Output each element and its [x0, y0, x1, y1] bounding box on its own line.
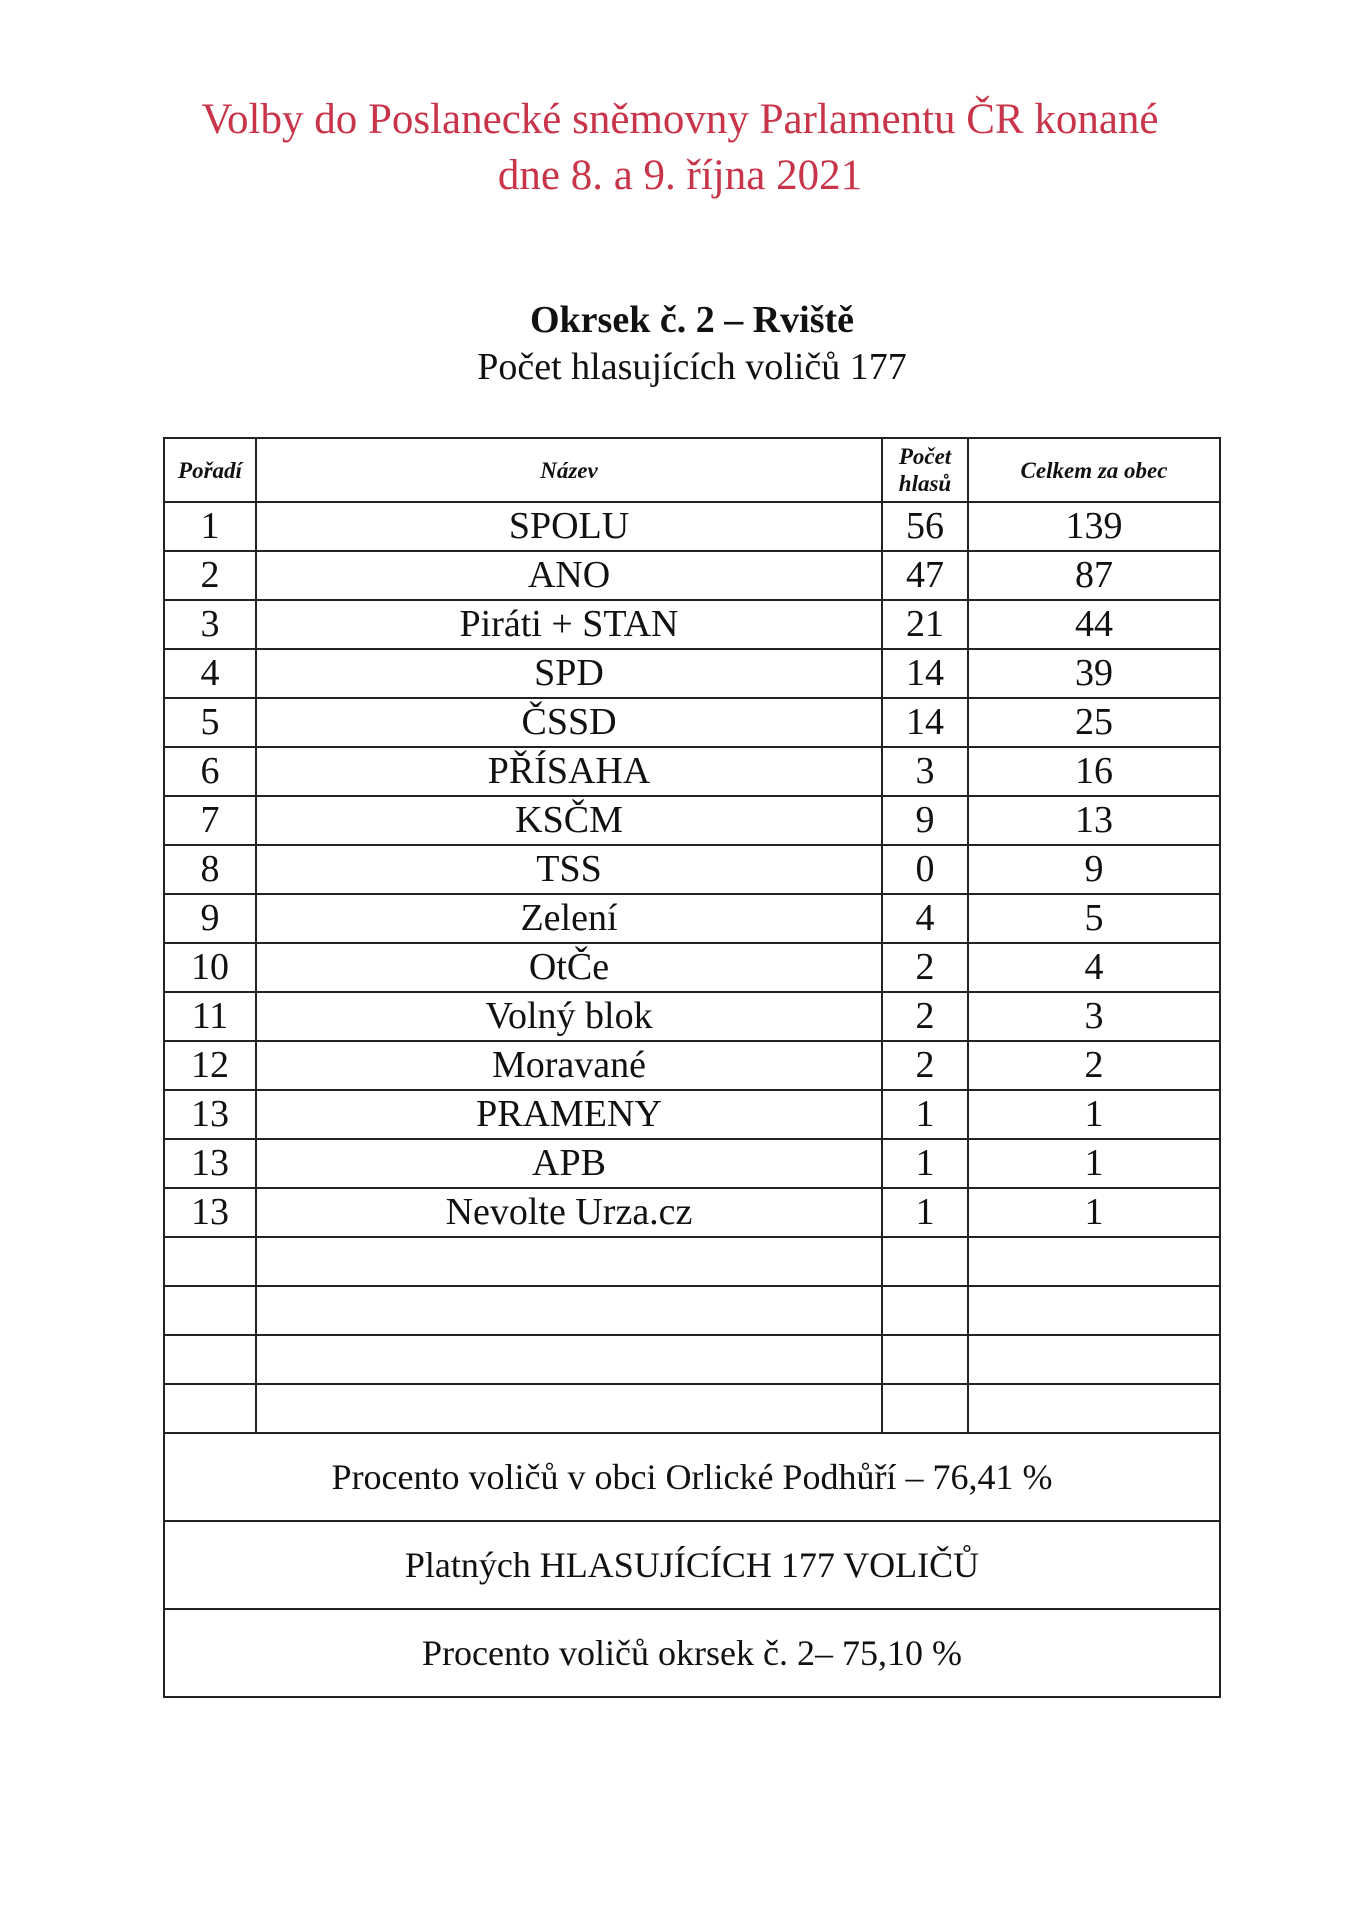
cell-name: PŘÍSAHA — [256, 747, 882, 796]
cell-rank: 7 — [164, 796, 256, 845]
table-row — [164, 747, 1220, 796]
table-row — [164, 992, 1220, 1041]
cell-votes: 2 — [882, 992, 968, 1041]
empty-cell — [882, 1286, 968, 1335]
cell-name: Zelení — [256, 894, 882, 943]
cell-votes: 14 — [882, 649, 968, 698]
table-row — [164, 600, 1220, 649]
cell-total: 25 — [968, 698, 1220, 747]
summary-row — [164, 1609, 1220, 1697]
cell-rank: 4 — [164, 649, 256, 698]
cell-votes: 9 — [882, 796, 968, 845]
empty-cell — [256, 1286, 882, 1335]
cell-rank: 3 — [164, 600, 256, 649]
cell-votes: 1 — [882, 1090, 968, 1139]
table-row — [164, 796, 1220, 845]
empty-row — [164, 1384, 1220, 1433]
table-row — [164, 845, 1220, 894]
cell-total: 139 — [968, 502, 1220, 551]
cell-rank: 13 — [164, 1090, 256, 1139]
cell-name: Piráti + STAN — [256, 600, 882, 649]
cell-votes: 4 — [882, 894, 968, 943]
table-row — [164, 943, 1220, 992]
cell-name: SPOLU — [256, 502, 882, 551]
table-header-row — [164, 438, 1220, 502]
cell-total: 2 — [968, 1041, 1220, 1090]
cell-votes: 1 — [882, 1188, 968, 1237]
cell-total: 13 — [968, 796, 1220, 845]
empty-row — [164, 1335, 1220, 1384]
cell-rank: 13 — [164, 1188, 256, 1237]
header-celkem: Celkem za obec — [968, 438, 1220, 502]
district-title: Okrsek č. 2 – Rviště — [529, 299, 855, 341]
empty-cell — [256, 1335, 882, 1384]
header-pocet-line1: Počet — [898, 444, 952, 469]
cell-votes: 14 — [882, 698, 968, 747]
voters-count: Počet hlasujících voličů 177 — [477, 346, 907, 388]
empty-cell — [164, 1384, 256, 1433]
cell-rank: 2 — [164, 551, 256, 600]
cell-rank: 8 — [164, 845, 256, 894]
cell-rank: 1 — [164, 502, 256, 551]
table-row — [164, 649, 1220, 698]
cell-votes: 0 — [882, 845, 968, 894]
cell-name: Nevolte Urza.cz — [256, 1188, 882, 1237]
cell-rank: 12 — [164, 1041, 256, 1090]
cell-total: 1 — [968, 1090, 1220, 1139]
cell-rank: 9 — [164, 894, 256, 943]
empty-cell — [256, 1237, 882, 1286]
summary-valid-voters: Platných HLASUJÍCÍCH 177 VOLIČŮ — [164, 1521, 1220, 1609]
cell-rank: 5 — [164, 698, 256, 747]
cell-rank: 11 — [164, 992, 256, 1041]
cell-votes: 56 — [882, 502, 968, 551]
table-row — [164, 502, 1220, 551]
cell-votes: 2 — [882, 1041, 968, 1090]
cell-total: 39 — [968, 649, 1220, 698]
cell-rank: 13 — [164, 1139, 256, 1188]
summary-turnout-municipality: Procento voličů v obci Orlické Podhůří – 76,41 % — [164, 1433, 1220, 1521]
empty-cell — [968, 1335, 1220, 1384]
empty-cell — [968, 1237, 1220, 1286]
cell-total: 4 — [968, 943, 1220, 992]
district-heading — [0, 296, 1360, 390]
empty-cell — [968, 1384, 1220, 1433]
cell-votes: 2 — [882, 943, 968, 992]
header-poradi: Pořadí — [164, 438, 256, 502]
results-table — [163, 437, 1221, 1698]
cell-votes: 21 — [882, 600, 968, 649]
title-line-2: dne 8. a 9. října 2021 — [497, 152, 863, 199]
cell-total: 3 — [968, 992, 1220, 1041]
cell-total: 44 — [968, 600, 1220, 649]
summary-turnout-district: Procento voličů okrsek č. 2– 75,10 % — [164, 1609, 1220, 1697]
cell-votes: 3 — [882, 747, 968, 796]
cell-total: 1 — [968, 1188, 1220, 1237]
table-row — [164, 894, 1220, 943]
header-pocet-line2: hlasů — [898, 471, 952, 496]
cell-rank: 6 — [164, 747, 256, 796]
header-nazev: Název — [256, 438, 882, 502]
cell-rank: 10 — [164, 943, 256, 992]
cell-total: 87 — [968, 551, 1220, 600]
document-title — [0, 92, 1360, 204]
cell-total: 16 — [968, 747, 1220, 796]
cell-name: Volný blok — [256, 992, 882, 1041]
cell-votes: 47 — [882, 551, 968, 600]
table-row — [164, 698, 1220, 747]
empty-cell — [164, 1286, 256, 1335]
cell-name: OtČe — [256, 943, 882, 992]
table-row — [164, 1139, 1220, 1188]
cell-name: SPD — [256, 649, 882, 698]
empty-row — [164, 1286, 1220, 1335]
cell-total: 5 — [968, 894, 1220, 943]
cell-name: ANO — [256, 551, 882, 600]
cell-votes: 1 — [882, 1139, 968, 1188]
empty-cell — [256, 1384, 882, 1433]
header-pocet-hlasu — [882, 438, 968, 502]
cell-total: 1 — [968, 1139, 1220, 1188]
empty-cell — [882, 1237, 968, 1286]
cell-name: APB — [256, 1139, 882, 1188]
cell-name: TSS — [256, 845, 882, 894]
table-row — [164, 551, 1220, 600]
cell-name: KSČM — [256, 796, 882, 845]
summary-row — [164, 1433, 1220, 1521]
cell-name: PRAMENY — [256, 1090, 882, 1139]
empty-row — [164, 1237, 1220, 1286]
cell-total: 9 — [968, 845, 1220, 894]
table-row — [164, 1041, 1220, 1090]
empty-cell — [968, 1286, 1220, 1335]
table-row — [164, 1188, 1220, 1237]
empty-cell — [164, 1237, 256, 1286]
cell-name: Moravané — [256, 1041, 882, 1090]
title-line-1: Volby do Poslanecké sněmovny Parlamentu ČR konané — [201, 96, 1159, 143]
empty-cell — [882, 1384, 968, 1433]
cell-name: ČSSD — [256, 698, 882, 747]
summary-row — [164, 1521, 1220, 1609]
empty-cell — [164, 1335, 256, 1384]
empty-cell — [882, 1335, 968, 1384]
table-row — [164, 1090, 1220, 1139]
